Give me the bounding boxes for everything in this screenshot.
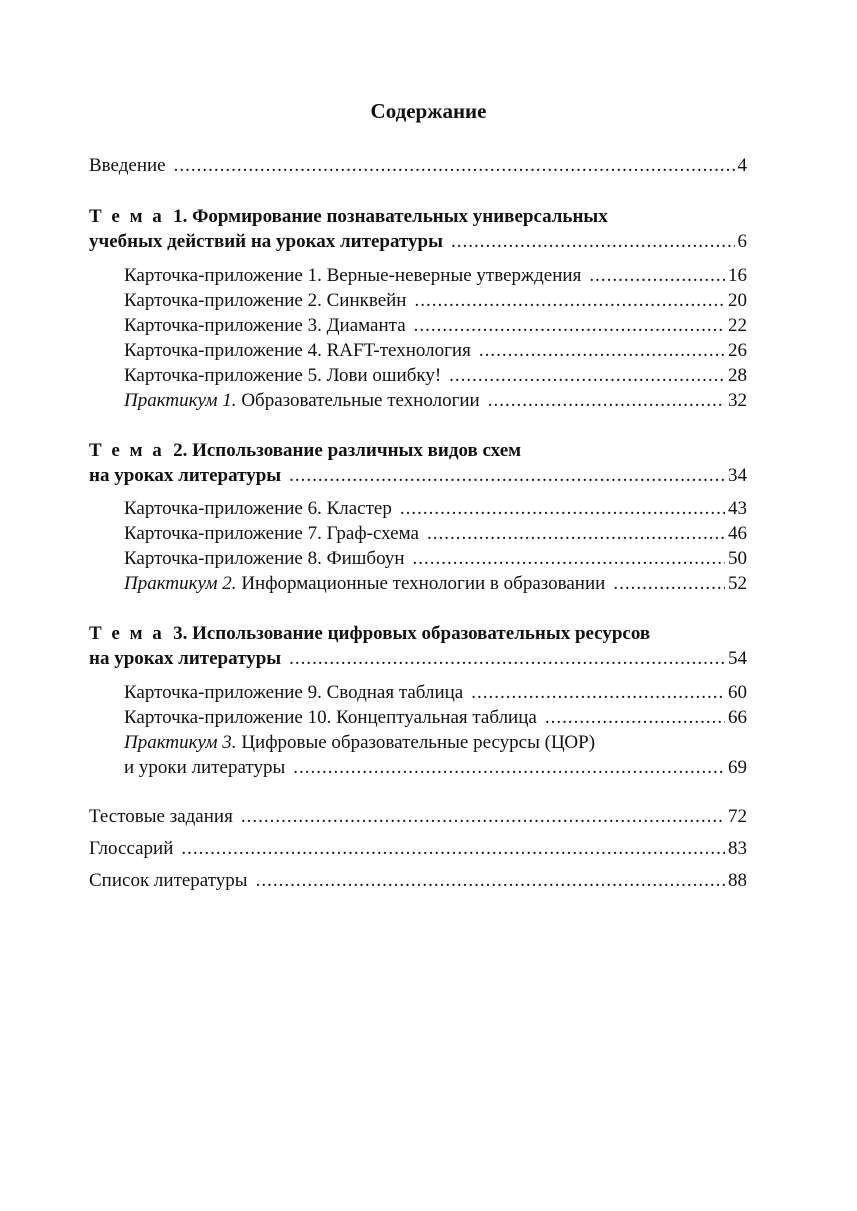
toc-page-number: 20 <box>728 290 747 311</box>
toc-entry-label: Карточка-приложение 10. Концептуальная таблица <box>124 707 537 728</box>
leader-dots <box>449 364 725 388</box>
practicum-title: Цифровые образовательные ресурсы (ЦОР) <box>241 732 596 753</box>
toc-entry-glossary <box>89 837 747 861</box>
toc-entry <box>124 364 747 388</box>
toc-entry-label: Карточка-приложение 4. RAFT-технология <box>124 340 471 361</box>
toc-entry-topic-2 <box>89 464 747 488</box>
toc-page-number: 88 <box>728 870 747 891</box>
toc-entry-tests <box>89 805 747 829</box>
leader-dots <box>488 389 725 413</box>
toc-page-number: 72 <box>728 806 747 827</box>
toc-entry-label: Карточка-приложение 5. Лови ошибку! <box>124 365 442 386</box>
toc-page-number: 22 <box>728 315 747 336</box>
toc-entry-label: Введение <box>89 155 166 176</box>
practicum-number: Практикум 3. <box>124 732 237 753</box>
leader-dots <box>427 522 725 546</box>
toc-page-number: 26 <box>728 340 747 361</box>
toc-page-number: 28 <box>728 365 747 386</box>
toc-entry <box>124 264 747 288</box>
toc-page-number: 66 <box>728 707 747 728</box>
topic-2-heading <box>89 439 521 463</box>
topic-title-line2: учебных действий на уроках литературы <box>89 231 443 252</box>
topic-title-line1: 1. Формирование познавательных универсальных <box>173 206 608 227</box>
toc-entry-practicum <box>124 572 747 596</box>
toc-entry <box>124 706 747 730</box>
toc-page-number: 6 <box>737 231 747 252</box>
topic-1-heading <box>89 205 608 229</box>
leader-dots <box>241 805 725 829</box>
leader-dots <box>414 314 725 338</box>
leader-dots <box>289 464 725 488</box>
toc-page-number: 50 <box>728 548 747 569</box>
topic-title-line2: на уроках литературы <box>89 648 282 669</box>
toc-entry-intro <box>89 154 747 178</box>
toc-entry-label: Карточка-приложение 6. Кластер <box>124 498 392 519</box>
topic-prefix: Т е м а <box>89 623 165 644</box>
topic-prefix: Т е м а <box>89 440 165 461</box>
toc-page-number: 69 <box>728 757 747 778</box>
toc-entry-label: Карточка-приложение 2. Синквейн <box>124 290 407 311</box>
leader-dots <box>545 706 725 730</box>
toc-entry <box>124 289 747 313</box>
practicum-number: Практикум 1. <box>124 390 237 411</box>
toc-entry-topic-1 <box>89 230 747 254</box>
topic-3-heading <box>89 622 650 646</box>
leader-dots <box>181 837 725 861</box>
toc-entry-label: Список литературы <box>89 870 248 891</box>
page-title: Содержание <box>370 99 487 123</box>
toc-entry <box>124 547 747 571</box>
toc-page-number: 54 <box>728 648 747 669</box>
toc-page-number: 43 <box>728 498 747 519</box>
practicum-title-continued: и уроки литературы <box>124 757 286 778</box>
toc-entry-label: Тестовые задания <box>89 806 233 827</box>
topic-title-line2: на уроках литературы <box>89 465 282 486</box>
practicum-number: Практикум 2. <box>124 573 237 594</box>
toc-entry-bibliography <box>89 869 747 893</box>
toc-entry-topic-3 <box>89 647 747 671</box>
leader-dots <box>256 869 725 893</box>
toc-page-number: 16 <box>728 265 747 286</box>
practicum-title: Образовательные технологии <box>241 390 480 411</box>
leader-dots <box>400 497 725 521</box>
toc-entry-label <box>124 389 480 413</box>
toc-entry-label: Карточка-приложение 7. Граф-схема <box>124 523 419 544</box>
topic-prefix: Т е м а <box>89 206 165 227</box>
toc-entry <box>124 681 747 705</box>
leader-dots <box>413 547 725 571</box>
toc-page-number: 83 <box>728 838 747 859</box>
toc-entry-practicum-line1 <box>124 731 595 755</box>
toc-entry-practicum-line2 <box>124 756 747 780</box>
topic-title-line1: 2. Использование различных видов схем <box>173 440 522 461</box>
toc-entry <box>124 339 747 363</box>
toc-entry <box>124 522 747 546</box>
leader-dots <box>471 681 725 705</box>
toc-entry <box>124 314 747 338</box>
toc-entry <box>124 497 747 521</box>
toc-entry-label: Глоссарий <box>89 838 174 859</box>
leader-dots <box>293 756 725 780</box>
leader-dots <box>479 339 725 363</box>
leader-dots <box>414 289 725 313</box>
practicum-title: Информационные технологии в образовании <box>241 573 606 594</box>
leader-dots <box>289 647 725 671</box>
topic-title-line1: 3. Использование цифровых образовательных ресурсов <box>173 623 651 644</box>
leader-dots <box>451 230 735 254</box>
toc-entry-label <box>124 572 605 596</box>
toc-page-number: 34 <box>728 465 747 486</box>
toc-page-number: 46 <box>728 523 747 544</box>
toc-entry-label: Карточка-приложение 3. Диаманта <box>124 315 406 336</box>
toc-page-number: 32 <box>728 390 747 411</box>
toc-entry-label: Карточка-приложение 9. Сводная таблица <box>124 682 464 703</box>
leader-dots <box>613 572 725 596</box>
toc-page-number: 4 <box>737 155 747 176</box>
leader-dots <box>589 264 725 288</box>
leader-dots <box>174 154 735 178</box>
toc-entry-label: Карточка-приложение 8. Фишбоун <box>124 548 405 569</box>
toc-page-number: 60 <box>728 682 747 703</box>
toc-entry-label: Карточка-приложение 1. Верные-неверные утверждения <box>124 265 582 286</box>
toc-page-number: 52 <box>728 573 747 594</box>
toc-entry-practicum <box>124 389 747 413</box>
